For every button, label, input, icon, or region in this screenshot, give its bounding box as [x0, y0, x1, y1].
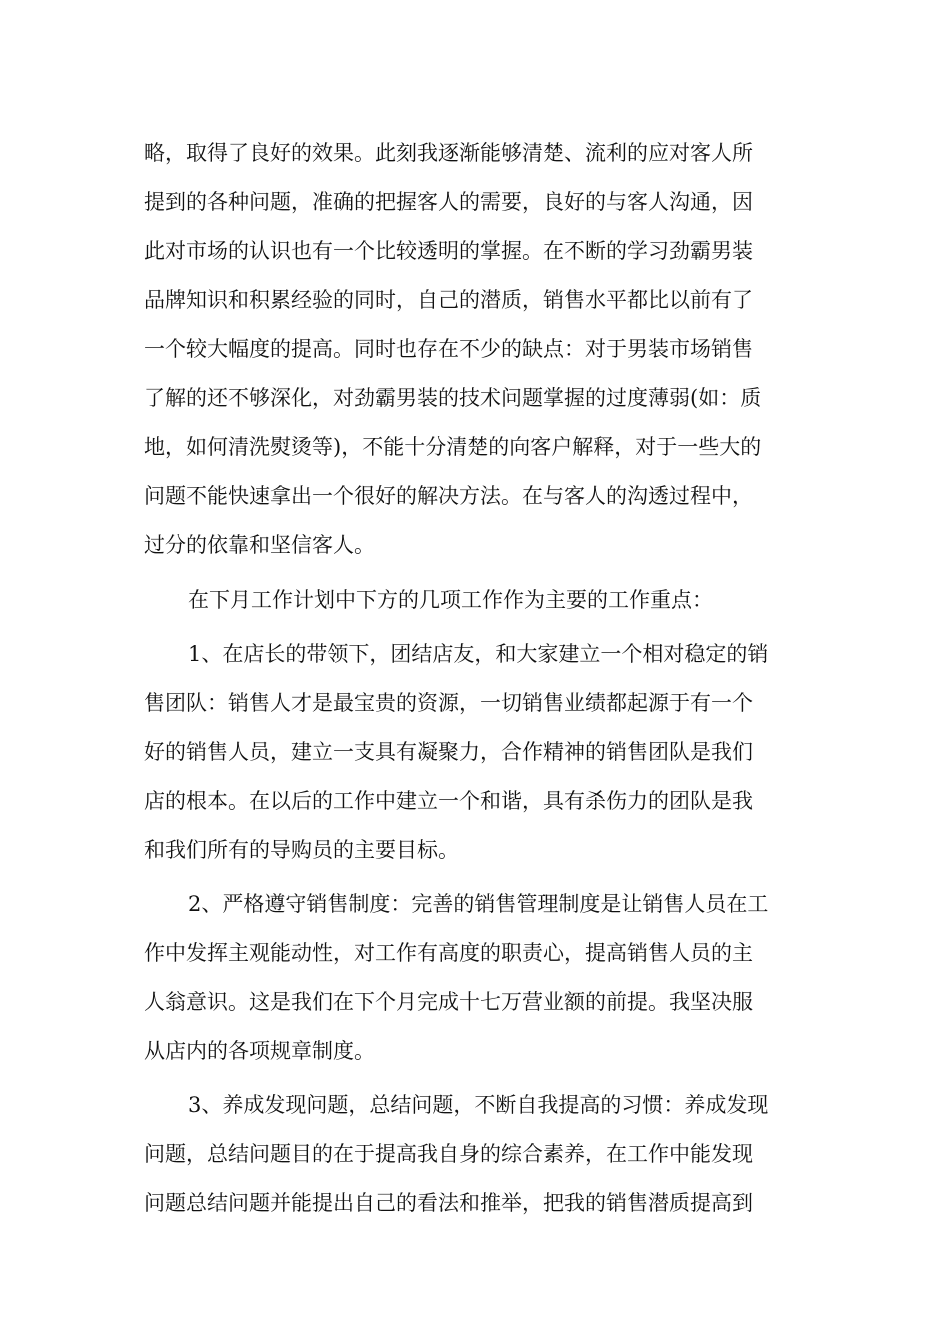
text-line: 一个较大幅度的提高。同时也存在不少的缺点：对于男装市场销售 [144, 337, 753, 361]
text-line: 地，如何清洗熨烫等)，不能十分清楚的向客户解释，对于一些大的 [144, 435, 762, 459]
text-line: 略，取得了良好的效果。此刻我逐渐能够清楚、流利的应对客人所 [144, 141, 753, 165]
paragraph-first-line: 1、在店长的带领下，团结店友，和大家建立一个相对稳定的销 [188, 642, 769, 666]
text-line: 人翁意识。这是我们在下个月完成十七万营业额的前提。我坚决服 [144, 990, 753, 1014]
text-line: 提到的各种问题，准确的把握客人的需要，良好的与客人沟通，因 [144, 190, 753, 214]
text-line: 问题不能快速拿出一个很好的解决方法。在与客人的沟透过程中， [144, 484, 753, 508]
text-line: 问题，总结问题目的在于提高我自身的综合素养，在工作中能发现 [144, 1142, 753, 1166]
text-line: 作中发挥主观能动性，对工作有高度的职责心，提高销售人员的主 [144, 941, 753, 965]
text-line: 和我们所有的导购员的主要目标。 [144, 838, 459, 862]
text-line: 售团队：销售人才是最宝贵的资源，一切销售业绩都起源于有一个 [144, 691, 753, 715]
text-line: 过分的依靠和坚信客人。 [144, 533, 375, 557]
text-line: 问题总结问题并能提出自己的看法和推举，把我的销售潜质提高到 [144, 1191, 753, 1215]
paragraph-first-line: 3、养成发现问题，总结问题，不断自我提高的习惯：养成发现 [188, 1093, 769, 1117]
text-line: 从店内的各项规章制度。 [144, 1039, 375, 1063]
text-line: 品牌知识和积累经验的同时，自己的潜质，销售水平都比以前有了 [144, 288, 753, 312]
text-line: 店的根本。在以后的工作中建立一个和谐，具有杀伤力的团队是我 [144, 789, 753, 813]
paragraph-first-line: 在下月工作计划中下方的几项工作作为主要的工作重点： [188, 588, 713, 612]
paragraph-first-line: 2、严格遵守销售制度：完善的销售管理制度是让销售人员在工 [188, 892, 769, 916]
text-line: 了解的还不够深化，对劲霸男装的技术问题掌握的过度薄弱(如：质 [144, 386, 762, 410]
text-line: 好的销售人员，建立一支具有凝聚力，合作精神的销售团队是我们 [144, 740, 753, 764]
text-line: 此对市场的认识也有一个比较透明的掌握。在不断的学习劲霸男装 [144, 239, 753, 263]
